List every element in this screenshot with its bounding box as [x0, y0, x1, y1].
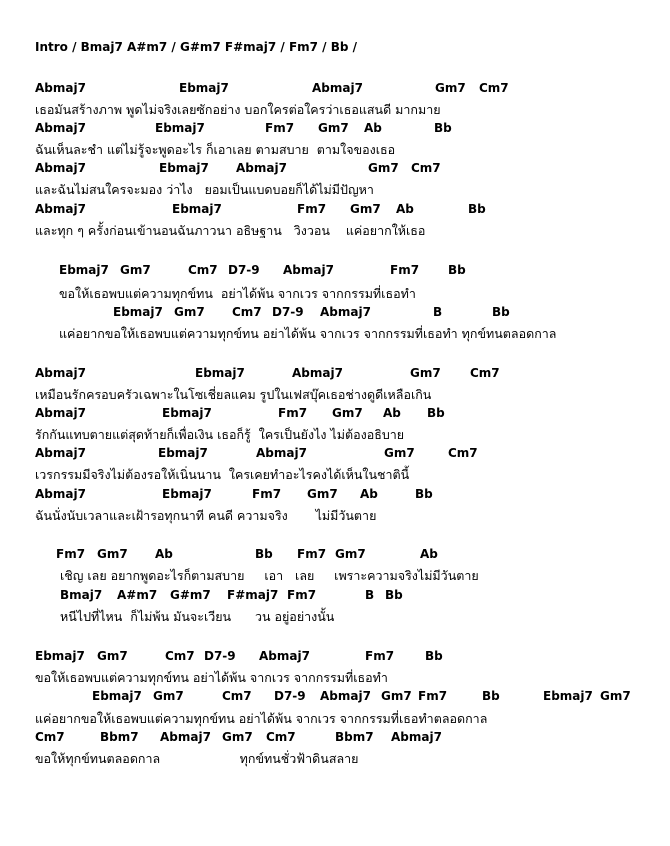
lyric-line: [0, 140, 670, 160]
chord-line: [0, 366, 670, 386]
chord: Gm7: [153, 689, 184, 703]
chord: A#m7: [117, 588, 158, 602]
chord: Ab: [420, 547, 438, 561]
chord: Cm7: [266, 730, 296, 744]
chord: D7-9: [228, 263, 260, 277]
lyric-line: [0, 465, 670, 485]
chord: Ab: [383, 406, 401, 420]
chord-line: [0, 263, 670, 283]
chord: Abmaj7: [391, 730, 442, 744]
chord: Ebmaj7: [159, 161, 209, 175]
chord: Ebmaj7: [155, 121, 205, 135]
chord: B: [433, 305, 443, 319]
lyric-text: และทุก ๆ ครั้งก่อนเข้านอนฉันภาวนา อธิษฐาน วิงวอน แค่อยากให้เธอ: [35, 223, 426, 238]
chord: Bbm7: [100, 730, 139, 744]
chord: Bb: [434, 121, 452, 135]
chord: Abmaj7: [35, 406, 86, 420]
chord-line: [0, 730, 670, 750]
lyric-line: [0, 221, 670, 241]
chord-line: [0, 446, 670, 466]
chord: Bb: [385, 588, 403, 602]
lyric-line: [0, 100, 670, 120]
chord: Gm7: [410, 366, 441, 380]
chord: Cm7: [479, 81, 509, 95]
chord: Ebmaj7: [35, 649, 85, 663]
chord: Cm7: [222, 689, 252, 703]
chord: Abmaj7: [35, 202, 86, 216]
chord: Ab: [396, 202, 414, 216]
chord: Gm7: [97, 649, 128, 663]
chord: D7-9: [274, 689, 306, 703]
chord: Gm7: [435, 81, 466, 95]
chord: F#maj7: [227, 588, 279, 602]
chord: Bb: [492, 305, 510, 319]
chord: Abmaj7: [256, 446, 307, 460]
chord: Bb: [427, 406, 445, 420]
lyric-line: [0, 506, 670, 526]
chord: Fm7: [390, 263, 420, 277]
chord: Gm7: [174, 305, 205, 319]
chord: Bb: [425, 649, 443, 663]
chord-line: [0, 202, 670, 222]
chord: Abmaj7: [236, 161, 287, 175]
chord: Fm7: [418, 689, 448, 703]
chord: Ebmaj7: [179, 81, 229, 95]
lyric-line: [0, 324, 670, 344]
chord: Fm7: [297, 202, 327, 216]
chord: Gm7: [318, 121, 349, 135]
chord: Ebmaj7: [113, 305, 163, 319]
chord: Abmaj7: [35, 366, 86, 380]
lyric-text: เวรกรรมมีจริงไม่ต้องรอให้เนิ่นนาน ใครเคยทำอะไรคงได้เห็นในชาตินี้: [35, 467, 410, 482]
chord: Cm7: [232, 305, 262, 319]
lyric-text: แค่อยากขอให้เธอพบแต่ความทุกข์ทน อย่าได้พ้น จากเวร จากกรรมที่เธอทำ ทุกข์ทนตลอดกาล: [59, 326, 557, 341]
chord: Gm7: [384, 446, 415, 460]
chord: Ebmaj7: [158, 446, 208, 460]
chord: Gm7: [332, 406, 363, 420]
lyric-text: เหมือนรักครอบครัวเฉพาะในโซเชี่ยลแคม รูปในเฟสบุ๊คเธอช่างดูดีเหลือเกิน: [35, 387, 432, 402]
chord: Ebmaj7: [92, 689, 142, 703]
chord: Ebmaj7: [172, 202, 222, 216]
chord: Cm7: [188, 263, 218, 277]
chord: Cm7: [165, 649, 195, 663]
lyric-text: ขอให้ทุกข์ทนตลอดกาล ทุกข์ทนชั่วฟ้าดินสลาย: [35, 751, 359, 766]
chord: Gm7: [120, 263, 151, 277]
chord-line: [0, 547, 670, 567]
lyric-line: [0, 180, 670, 200]
lyric-text: ขอให้เธอพบแต่ความทุกข์ทน อย่าได้พ้น จากเวร จากกรรมที่เธอทำ: [59, 286, 416, 301]
chord: Gm7: [368, 161, 399, 175]
chord-line: [0, 305, 670, 325]
chord: Abmaj7: [283, 263, 334, 277]
chord: Abmaj7: [160, 730, 211, 744]
chord: Gm7: [335, 547, 366, 561]
chord: Abmaj7: [35, 81, 86, 95]
chord: Fm7: [56, 547, 86, 561]
intro-line: Intro / Bmaj7 A#m7 / G#m7 F#maj7 / Fm7 / Bb /: [35, 40, 358, 54]
chord: Cm7: [411, 161, 441, 175]
chord: Ab: [364, 121, 382, 135]
chord: Abmaj7: [35, 121, 86, 135]
chord: G#m7: [170, 588, 211, 602]
chord-line: [0, 81, 670, 101]
chord: Fm7: [297, 547, 327, 561]
chord-line: [0, 487, 670, 507]
chord: Gm7: [222, 730, 253, 744]
chord: Bb: [482, 689, 500, 703]
lyric-text: แค่อยากขอให้เธอพบแต่ความทุกข์ทน อย่าได้พ้น จากเวร จากกรรมที่เธอทำตลอดกาล: [35, 711, 488, 726]
lyric-line: [0, 709, 670, 729]
chord: B: [365, 588, 375, 602]
chord-line: [0, 406, 670, 426]
chord: Bbm7: [335, 730, 374, 744]
chord: Ebmaj7: [59, 263, 109, 277]
lyric-line: [0, 385, 670, 405]
chord: Ebmaj7: [162, 406, 212, 420]
chord: Cm7: [470, 366, 500, 380]
chord: Bmaj7: [60, 588, 103, 602]
chord-line: [0, 588, 670, 608]
chord: Fm7: [265, 121, 295, 135]
lyric-text: เธอมันสร้างภาพ พูดไม่จริงเลยซักอย่าง บอกใครต่อใครว่าเธอแสนดี มากมาย: [35, 102, 441, 117]
lyric-text: เชิญ เลย อยากพูดอะไรก็ตามสบาย เอา เลย เพราะความจริงไม่มีวันตาย: [60, 568, 479, 583]
chord: Abmaj7: [292, 366, 343, 380]
chord: Fm7: [287, 588, 317, 602]
lyric-line: [0, 607, 670, 627]
chord: Ebmaj7: [543, 689, 593, 703]
lyric-text: ขอให้เธอพบแต่ความทุกข์ทน อย่าได้พ้น จากเวร จากกรรมที่เธอทำ: [35, 670, 388, 685]
chord: Gm7: [97, 547, 128, 561]
chord: Gm7: [600, 689, 631, 703]
chord-line: [0, 121, 670, 141]
lyric-text: รักกันแทบตายแต่สุดท้ายก็เพื่อเงิน เธอก็รู้ ใครเป็นยังไง ไม่ต้องอธิบาย: [35, 427, 405, 442]
chord: Ebmaj7: [162, 487, 212, 501]
chord: Fm7: [252, 487, 282, 501]
lyric-text: และฉันไม่สนใครจะมอง ว่าไง ยอมเป็นแบดบอยก็ได้ไม่มีปัญหา: [35, 182, 374, 197]
chord: Abmaj7: [35, 446, 86, 460]
chord-line: [0, 649, 670, 669]
lyric-line: [0, 566, 670, 586]
chord: Bb: [255, 547, 273, 561]
lyric-text: หนีไปที่ไหน ก็ไม่พ้น มันจะเวียน วน อยู่อย่างนั้น: [60, 609, 335, 624]
chord: Fm7: [365, 649, 395, 663]
lyric-line: [0, 284, 670, 304]
chord: Bb: [468, 202, 486, 216]
chord: Abmaj7: [312, 81, 363, 95]
chord: Abmaj7: [259, 649, 310, 663]
lyric-line: [0, 749, 670, 769]
lyric-text: ฉันนั่งนับเวลาและเฝ้ารอทุกนาที คนดี ความจริง ไม่มีวันตาย: [35, 508, 377, 523]
chord-line: [0, 689, 670, 709]
chord: Fm7: [278, 406, 308, 420]
lyric-line: [0, 668, 670, 688]
chord: Gm7: [307, 487, 338, 501]
chord: Gm7: [350, 202, 381, 216]
chord: Bb: [448, 263, 466, 277]
chord: Abmaj7: [320, 689, 371, 703]
chord: D7-9: [204, 649, 236, 663]
lyric-line: [0, 425, 670, 445]
chord: Abmaj7: [35, 161, 86, 175]
chord-line: [0, 161, 670, 181]
chord: Ebmaj7: [195, 366, 245, 380]
chord: Gm7: [381, 689, 412, 703]
chord: Abmaj7: [35, 487, 86, 501]
chord: D7-9: [272, 305, 304, 319]
chord: Bb: [415, 487, 433, 501]
chord: Ab: [155, 547, 173, 561]
lyric-text: ฉันเห็นละชำ แต่ไม่รู้จะพูดอะไร ก็เอาเลย ตามสบาย ตามใจของเธอ: [35, 142, 396, 157]
chord: Abmaj7: [320, 305, 371, 319]
chord: Ab: [360, 487, 378, 501]
chord: Cm7: [35, 730, 65, 744]
chord: Cm7: [448, 446, 478, 460]
